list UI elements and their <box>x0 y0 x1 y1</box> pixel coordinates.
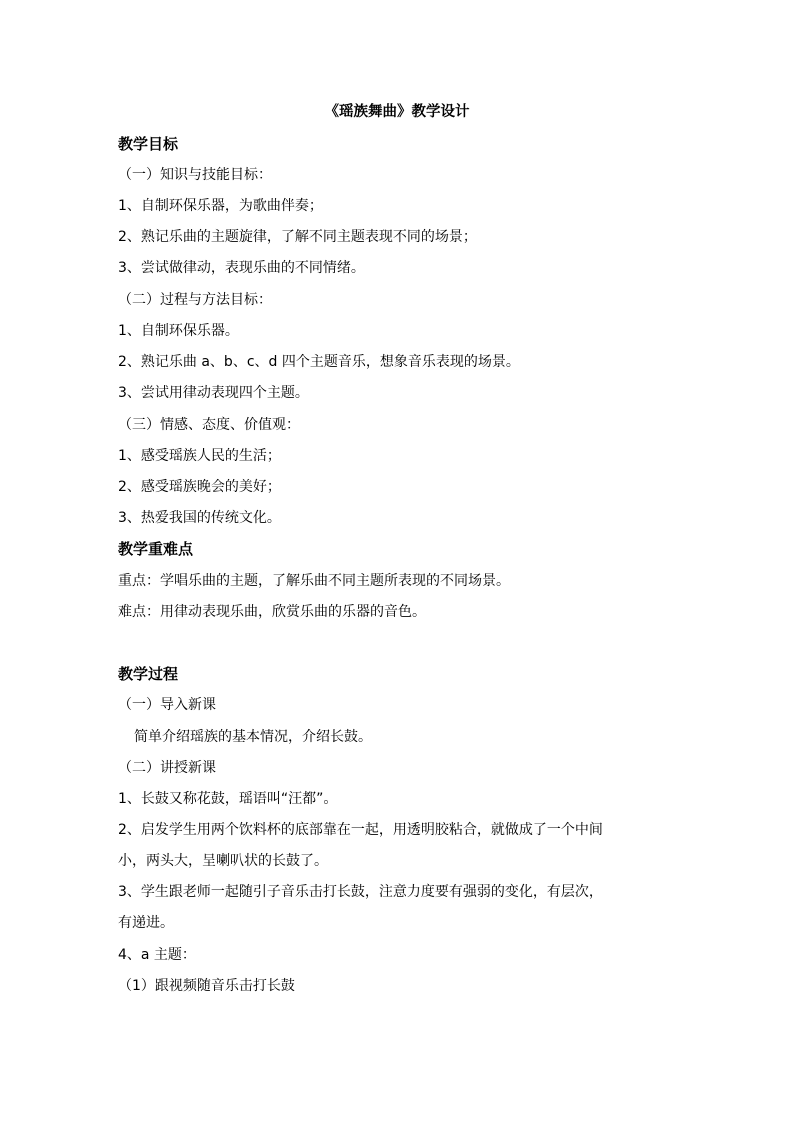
section-heading-goals: 教学目标 <box>118 135 179 153</box>
subsection-label-process: （二）过程与方法目标： <box>118 292 272 308</box>
section-heading-process: 教学过程 <box>118 665 179 683</box>
subsection-label-teach: （二）讲授新课 <box>118 760 216 776</box>
goal-item: 2、感受瑶族晚会的美好； <box>118 479 281 495</box>
section-heading-difficulty: 教学重难点 <box>118 540 194 558</box>
process-item: 4、a 主题： <box>118 947 196 963</box>
document-title: 《瑶族舞曲》教学设计 <box>324 104 470 120</box>
subsection-label-intro: （一）导入新课 <box>118 697 216 713</box>
goal-item: 1、自制环保乐器。 <box>118 323 239 339</box>
goal-item: 3、尝试用律动表现四个主题。 <box>118 385 309 401</box>
intro-text: 简单介绍瑶族的基本情况，介绍长鼓。 <box>134 729 372 745</box>
goal-item: 3、热爱我国的传统文化。 <box>118 510 281 526</box>
process-item: 3、学生跟老师一起随引子音乐击打长鼓，注意力度要有强弱的变化，有层次， <box>118 884 603 900</box>
goal-item: 2、熟记乐曲的主题旋律，了解不同主题表现不同的场景； <box>118 229 477 245</box>
subsection-label-emotion: （三）情感、态度、价值观： <box>118 417 300 433</box>
key-point: 重点：学唱乐曲的主题，了解乐曲不同主题所表现的不同场景。 <box>118 573 510 589</box>
subsection-label-knowledge: （一）知识与技能目标： <box>118 167 272 183</box>
process-item: 1、长鼓又称花鼓，瑶语叫“汪都”。 <box>118 791 338 807</box>
goal-item: 2、熟记乐曲 a、b、c、d 四个主题音乐，想象音乐表现的场景。 <box>118 354 520 370</box>
process-item-continued: 小，两头大，呈喇叭状的长鼓了。 <box>118 853 328 869</box>
goal-item: 3、尝试做律动，表现乐曲的不同情绪。 <box>118 260 365 276</box>
goal-item: 1、感受瑶族人民的生活； <box>118 448 281 464</box>
process-item: 2、启发学生用两个饮料杯的底部靠在一起，用透明胶粘合，就做成了一个中间 <box>118 822 603 838</box>
process-item-continued: 有递进。 <box>118 915 174 931</box>
difficult-point: 难点：用律动表现乐曲，欣赏乐曲的乐器的音色。 <box>118 604 426 620</box>
goal-item: 1、自制环保乐器，为歌曲伴奏； <box>118 198 323 214</box>
process-subitem: （1）跟视频随音乐击打长鼓 <box>118 978 295 994</box>
